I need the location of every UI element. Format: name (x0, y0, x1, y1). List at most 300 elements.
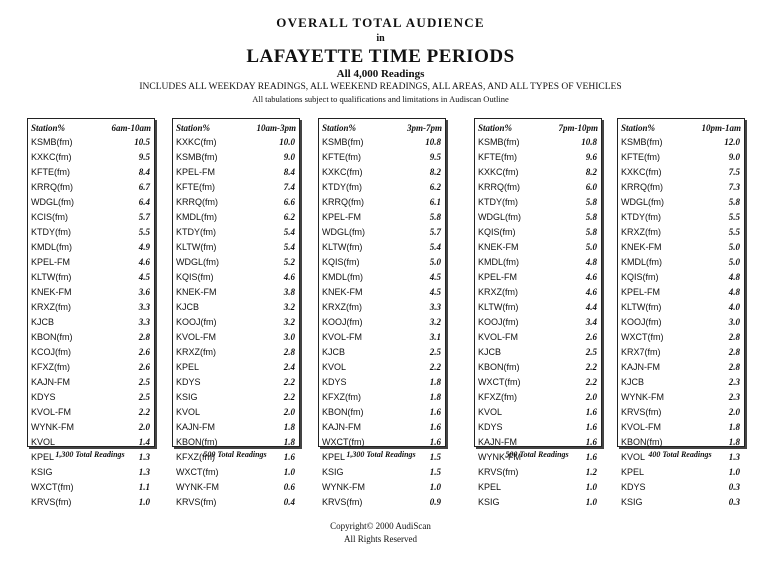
table-row (319, 495, 445, 510)
station-name: KNEK-FM (478, 242, 519, 252)
station-name: KVOL-FM (621, 422, 662, 432)
audience-percent: 3.4 (585, 317, 597, 327)
station-name: KNEK-FM (176, 287, 217, 297)
audience-percent: 8.4 (138, 167, 150, 177)
table-row (173, 480, 299, 495)
station-name: KFXZ(fm) (31, 362, 70, 372)
table-row (173, 495, 299, 510)
audience-percent: 5.0 (585, 242, 597, 252)
rights-reserved: All Rights Reserved (344, 534, 417, 544)
station-name: KPEL (621, 467, 645, 477)
audience-percent: 5.8 (728, 197, 740, 207)
audience-percent: 9.6 (585, 152, 597, 162)
table-row (28, 255, 154, 270)
station-name: KLTW(fm) (31, 272, 72, 282)
table-row (475, 435, 601, 450)
audience-percent: 2.2 (283, 377, 295, 387)
audience-percent: 4.0 (728, 302, 740, 312)
audience-percent: 1.8 (283, 422, 295, 432)
audience-percent: 2.2 (138, 407, 150, 417)
audience-percent: 1.5 (429, 467, 441, 477)
audience-percent: 0.6 (283, 482, 295, 492)
table-row (319, 135, 445, 150)
table-row (173, 270, 299, 285)
audience-percent: 0.3 (728, 497, 740, 507)
station-name: KVOL (621, 452, 646, 462)
station-name: KRXZ(fm) (31, 302, 71, 312)
station-name: KVOL (478, 407, 503, 417)
table-row (173, 360, 299, 375)
station-name: KVOL (31, 437, 56, 447)
audience-percent: 1.4 (138, 437, 150, 447)
table-row (475, 405, 601, 420)
audience-percent: 1.8 (283, 437, 295, 447)
table-row (173, 255, 299, 270)
table-row (28, 435, 154, 450)
table-row (28, 330, 154, 345)
audience-percent: 6.1 (429, 197, 441, 207)
audience-percent: 1.2 (585, 467, 597, 477)
audience-percent: 5.4 (283, 242, 295, 252)
table-header (319, 119, 445, 135)
station-name: KFTE(fm) (176, 182, 215, 192)
station-name: KPEL-FM (31, 257, 71, 267)
table-row (319, 315, 445, 330)
station-name: KLTW(fm) (478, 302, 519, 312)
audience-percent: 2.2 (585, 377, 597, 387)
station-name: KPEL-FM (621, 287, 661, 297)
station-name: WXCT(fm) (322, 437, 365, 447)
station-name: KFXZ(fm) (322, 392, 361, 402)
station-name: KSIG (478, 497, 500, 507)
station-name: KJCB (322, 347, 346, 357)
station-name: KVOL-FM (478, 332, 519, 342)
table-header (173, 119, 299, 135)
audience-percent: 7.3 (728, 182, 740, 192)
audience-percent: 3.3 (138, 317, 150, 327)
table-row (173, 165, 299, 180)
station-name: KRVS(fm) (478, 467, 519, 477)
audience-percent: 0.4 (283, 497, 295, 507)
station-name: KQIS(fm) (621, 272, 659, 282)
station-name: KRRQ(fm) (176, 197, 218, 207)
table-row (28, 135, 154, 150)
audience-percent: 4.8 (585, 257, 597, 267)
station-name: KMDL(fm) (31, 242, 72, 252)
station-name: KSMB(fm) (31, 137, 73, 147)
table-row (618, 270, 744, 285)
audience-percent: 1.6 (283, 452, 295, 462)
station-name: WXCT(fm) (176, 467, 219, 477)
station-name: KRRQ(fm) (322, 197, 364, 207)
audience-percent: 5.8 (585, 227, 597, 237)
table-header (618, 119, 744, 135)
station-name: WDGL(fm) (621, 197, 664, 207)
total-readings: 500 Total Readings (505, 450, 569, 459)
audience-percent: 5.0 (728, 257, 740, 267)
table-row (475, 270, 601, 285)
audience-percent: 1.6 (429, 407, 441, 417)
station-name: KQIS(fm) (322, 257, 360, 267)
station-name: KMDL(fm) (322, 272, 363, 282)
total-readings: 500 Total Readings (203, 450, 267, 459)
audience-percent: 1.0 (585, 482, 597, 492)
station-name: KRXZ(fm) (621, 227, 661, 237)
table-row (319, 345, 445, 360)
audience-percent: 3.2 (283, 302, 295, 312)
station-name: KSIG (176, 392, 198, 402)
audience-percent: 1.0 (283, 467, 295, 477)
table-row (475, 135, 601, 150)
audience-percent: 2.2 (283, 392, 295, 402)
audience-percent: 4.6 (585, 287, 597, 297)
audience-percent: 2.0 (283, 407, 295, 417)
table-row (618, 375, 744, 390)
station-name: KPEL-FM (478, 272, 518, 282)
station-name: KTDY(fm) (31, 227, 71, 237)
audience-percent: 7.4 (283, 182, 295, 192)
audience-percent: 2.3 (728, 392, 740, 402)
station-name: KSMB(fm) (176, 152, 218, 162)
audience-percent: 1.6 (585, 407, 597, 417)
station-name: KLTW(fm) (322, 242, 363, 252)
audience-percent: 9.0 (283, 152, 295, 162)
table-row (618, 495, 744, 510)
table-row (319, 435, 445, 450)
audience-percent: 0.9 (429, 497, 441, 507)
station-name: KTDY(fm) (322, 182, 362, 192)
table-row (618, 285, 744, 300)
station-name: KCOJ(fm) (31, 347, 71, 357)
station-name: KSMB(fm) (322, 137, 364, 147)
audience-percent: 3.6 (138, 287, 150, 297)
station-name: KDYS (176, 377, 201, 387)
table-row (173, 315, 299, 330)
audience-percent: 6.2 (429, 182, 441, 192)
station-name: KRXZ(fm) (322, 302, 362, 312)
audience-percent: 8.2 (429, 167, 441, 177)
audience-percent: 5.0 (429, 257, 441, 267)
audience-percent: 5.8 (585, 212, 597, 222)
station-name: KOOJ(fm) (621, 317, 662, 327)
audience-percent: 4.8 (728, 272, 740, 282)
table-row (618, 465, 744, 480)
table-row (319, 255, 445, 270)
table-row (618, 300, 744, 315)
station-name: KVOL (176, 407, 201, 417)
table-row (475, 300, 601, 315)
audience-percent: 4.8 (728, 287, 740, 297)
audience-percent: 2.8 (728, 362, 740, 372)
station-name: KLTW(fm) (176, 242, 217, 252)
audience-percent: 1.3 (728, 452, 740, 462)
station-name: KSIG (322, 467, 344, 477)
station-name: WYNK-FM (176, 482, 219, 492)
audience-percent: 1.3 (138, 467, 150, 477)
audience-percent: 4.6 (283, 272, 295, 282)
station-name: KMDL(fm) (176, 212, 217, 222)
table-row (618, 150, 744, 165)
audience-percent: 1.0 (585, 497, 597, 507)
table-row (28, 420, 154, 435)
station-name: WYNK-FM (31, 422, 74, 432)
table-row (28, 270, 154, 285)
table-row (319, 225, 445, 240)
table-row (173, 390, 299, 405)
audience-percent: 5.2 (283, 257, 295, 267)
qualifications-note: All tabulations subject to qualifications and limitations in Audiscan Outline (252, 94, 509, 104)
table-row (475, 255, 601, 270)
table-row (28, 300, 154, 315)
table-row (173, 225, 299, 240)
table-row (475, 165, 601, 180)
table-row (28, 225, 154, 240)
table-row (319, 390, 445, 405)
table-row (618, 315, 744, 330)
table-row (475, 465, 601, 480)
table-row (475, 330, 601, 345)
audience-percent: 5.7 (138, 212, 150, 222)
period-column-header: 10am-3pm (256, 123, 296, 133)
table-row (319, 165, 445, 180)
table-row (28, 465, 154, 480)
audience-percent: 5.7 (429, 227, 441, 237)
audience-percent: 6.7 (138, 182, 150, 192)
report-subtitle: LAFAYETTE TIME PERIODS (246, 46, 515, 67)
station-name: KOOJ(fm) (322, 317, 363, 327)
table-row (319, 360, 445, 375)
audience-percent: 1.0 (138, 497, 150, 507)
audience-percent: 4.5 (429, 272, 441, 282)
station-name: KDYS (621, 482, 646, 492)
table-row (319, 480, 445, 495)
station-column-header: Station% (478, 123, 513, 133)
table-row (173, 210, 299, 225)
audience-percent: 4.5 (429, 287, 441, 297)
table-row (475, 390, 601, 405)
audience-percent: 1.5 (429, 452, 441, 462)
station-name: KVOL (322, 362, 347, 372)
audience-percent: 6.0 (585, 182, 597, 192)
station-name: KRRQ(fm) (621, 182, 663, 192)
audience-percent: 7.5 (728, 167, 740, 177)
station-name: KAJN-FM (31, 377, 70, 387)
audience-percent: 1.6 (429, 437, 441, 447)
station-name: KRRQ(fm) (31, 182, 73, 192)
includes-note: INCLUDES ALL WEEKDAY READINGS, ALL WEEKEND READINGS, ALL AREAS, AND ALL TYPES OF VEHICLES (139, 82, 622, 92)
station-name: KMDL(fm) (478, 257, 519, 267)
station-name: WYNK-FM (322, 482, 365, 492)
station-name: WDGL(fm) (176, 257, 219, 267)
audience-percent: 1.8 (429, 377, 441, 387)
station-name: KSIG (621, 497, 643, 507)
table-row (618, 225, 744, 240)
audience-percent: 4.9 (138, 242, 150, 252)
audience-percent: 10.0 (279, 137, 295, 147)
table-row (28, 375, 154, 390)
audience-percent: 2.8 (283, 347, 295, 357)
table-row (618, 135, 744, 150)
station-name: WDGL(fm) (31, 197, 74, 207)
table-row (319, 285, 445, 300)
table-row (173, 465, 299, 480)
audience-percent: 2.2 (585, 362, 597, 372)
table-header (28, 119, 154, 135)
station-name: KRX7(fm) (621, 347, 661, 357)
station-name: KPEL-FM (322, 212, 362, 222)
table-row (618, 420, 744, 435)
station-name: KVOL-FM (31, 407, 72, 417)
audience-percent: 2.6 (138, 362, 150, 372)
station-name: KAJN-FM (478, 437, 517, 447)
station-name: KJCB (621, 377, 645, 387)
table-row (319, 300, 445, 315)
table-row (28, 165, 154, 180)
station-name: KPEL (478, 482, 502, 492)
period-column-header: 6am-10am (111, 123, 151, 133)
audience-percent: 9.5 (138, 152, 150, 162)
table-row (618, 180, 744, 195)
table-header (475, 119, 601, 135)
station-name: KRVS(fm) (621, 407, 662, 417)
table-row (28, 360, 154, 375)
station-name: KXKC(fm) (322, 167, 363, 177)
audience-percent: 3.3 (429, 302, 441, 312)
station-name: KRXZ(fm) (478, 287, 518, 297)
audience-percent: 1.8 (728, 422, 740, 432)
audience-percent: 2.8 (728, 347, 740, 357)
station-name: KVOL-FM (176, 332, 217, 342)
station-name: KFXZ(fm) (176, 452, 215, 462)
audience-percent: 5.8 (429, 212, 441, 222)
station-name: KNEK-FM (31, 287, 72, 297)
table-row (319, 465, 445, 480)
table-row (475, 345, 601, 360)
report-title-in: in (376, 33, 385, 44)
station-name: KFTE(fm) (621, 152, 660, 162)
audience-percent: 1.1 (138, 482, 150, 492)
table-row (28, 210, 154, 225)
table-row (173, 300, 299, 315)
table-row (28, 195, 154, 210)
table-row (618, 345, 744, 360)
table-row (173, 330, 299, 345)
station-name: KSMB(fm) (478, 137, 520, 147)
station-name: KAJN-FM (176, 422, 215, 432)
station-name: KCIS(fm) (31, 212, 68, 222)
table-row (28, 240, 154, 255)
table-row (173, 405, 299, 420)
audience-percent: 2.0 (728, 407, 740, 417)
audience-percent: 5.8 (585, 197, 597, 207)
station-name: KAJN-FM (621, 362, 660, 372)
table-row (173, 180, 299, 195)
readings-count: All 4,000 Readings (336, 68, 425, 80)
table-row (475, 240, 601, 255)
table-row (475, 375, 601, 390)
station-name: KJCB (31, 317, 55, 327)
audience-percent: 2.5 (138, 377, 150, 387)
total-readings: 1,300 Total Readings (55, 450, 125, 459)
table-row (173, 285, 299, 300)
audience-percent: 3.8 (283, 287, 295, 297)
table-row (319, 420, 445, 435)
table-row (173, 135, 299, 150)
audience-percent: 4.4 (585, 302, 597, 312)
table-row (173, 195, 299, 210)
table-row (475, 360, 601, 375)
table-row (618, 210, 744, 225)
audience-percent: 4.6 (138, 257, 150, 267)
table-row (28, 480, 154, 495)
audience-percent: 3.0 (728, 317, 740, 327)
audience-percent: 1.6 (585, 452, 597, 462)
table-row (173, 420, 299, 435)
station-name: KQIS(fm) (176, 272, 214, 282)
table-row (475, 495, 601, 510)
table-row (475, 480, 601, 495)
audience-percent: 9.0 (728, 152, 740, 162)
audience-percent: 2.4 (283, 362, 295, 372)
audience-percent: 0.3 (728, 482, 740, 492)
audience-percent: 2.6 (138, 347, 150, 357)
copyright: Copyright© 2000 AudiScan (330, 521, 431, 531)
audience-percent: 10.5 (134, 137, 150, 147)
audience-percent: 3.2 (429, 317, 441, 327)
station-name: KRVS(fm) (31, 497, 72, 507)
table-row (28, 180, 154, 195)
station-name: KXKC(fm) (478, 167, 519, 177)
audience-percent: 1.6 (585, 422, 597, 432)
table-row (28, 345, 154, 360)
table-row (173, 345, 299, 360)
station-name: KDYS (322, 377, 347, 387)
table-row (173, 240, 299, 255)
station-name: KQIS(fm) (478, 227, 516, 237)
station-name: KVOL-FM (322, 332, 363, 342)
station-name: KBON(fm) (478, 362, 520, 372)
station-column-header: Station% (31, 123, 66, 133)
table-row (319, 270, 445, 285)
audience-percent: 1.3 (138, 452, 150, 462)
table-row (618, 255, 744, 270)
audience-percent: 3.2 (283, 317, 295, 327)
table-row (28, 150, 154, 165)
audience-percent: 6.2 (283, 212, 295, 222)
station-name: KNEK-FM (322, 287, 363, 297)
table-row (319, 210, 445, 225)
station-name: KBON(fm) (176, 437, 218, 447)
audience-percent: 1.0 (429, 482, 441, 492)
table-row (618, 240, 744, 255)
audience-percent: 9.5 (429, 152, 441, 162)
audience-percent: 1.8 (429, 392, 441, 402)
station-name: KPEL-FM (176, 167, 216, 177)
station-name: WXCT(fm) (621, 332, 664, 342)
station-name: KDYS (31, 392, 56, 402)
station-name: KMDL(fm) (621, 257, 662, 267)
station-name: KJCB (176, 302, 200, 312)
table-row (475, 150, 601, 165)
station-name: KRRQ(fm) (478, 182, 520, 192)
table-row (475, 210, 601, 225)
audience-percent: 6.6 (283, 197, 295, 207)
audience-percent: 5.5 (728, 227, 740, 237)
table-row (475, 420, 601, 435)
audience-percent: 3.0 (283, 332, 295, 342)
audience-percent: 6.4 (138, 197, 150, 207)
table-row (319, 375, 445, 390)
